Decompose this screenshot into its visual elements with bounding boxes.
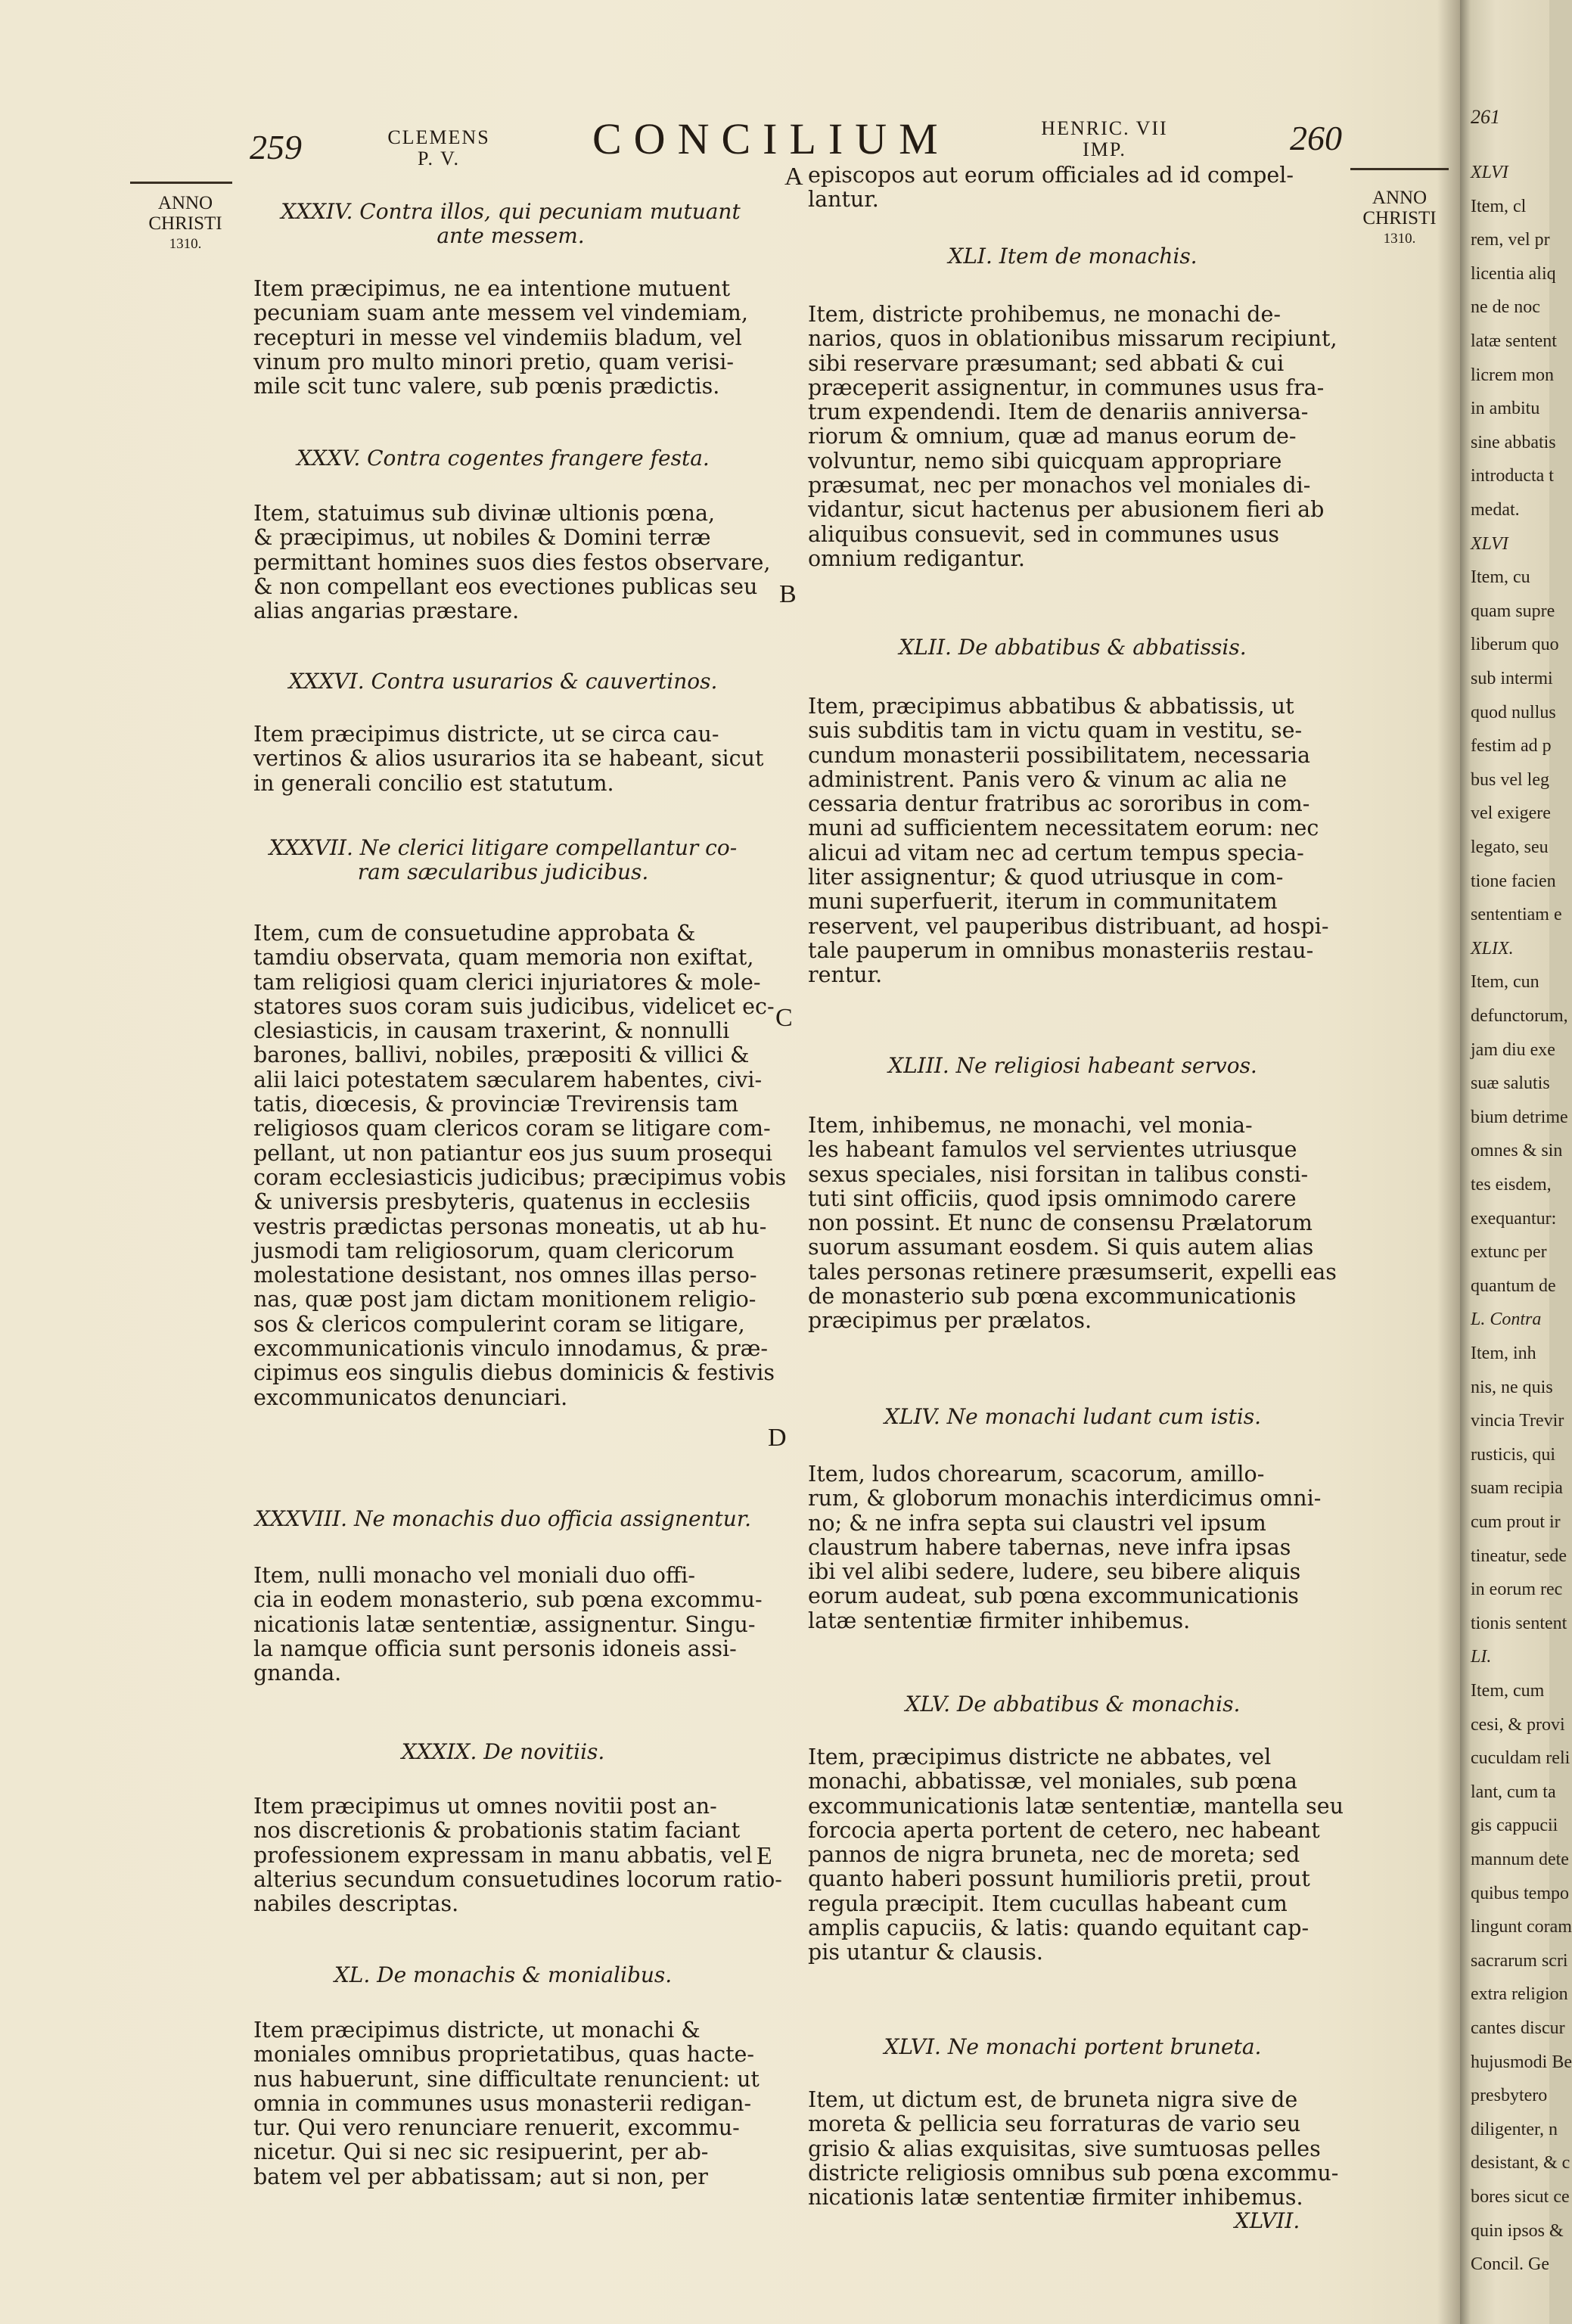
page-title: CONCILIUM bbox=[592, 114, 950, 163]
heading-line: XL. De monachis & monialibus. bbox=[334, 1962, 673, 1987]
paragraph bbox=[808, 303, 1337, 571]
text-line: præcipimus per prælatos. bbox=[808, 1308, 1092, 1334]
text-line: excommunicatos denunciari. bbox=[253, 1384, 568, 1410]
text-line: nicetur. Qui si nec sic resipuerint, per ab- bbox=[253, 2139, 709, 2165]
heading-line: ante messem. bbox=[436, 223, 585, 248]
text-line: excommunicationis vinculo innodamus, & præ- bbox=[253, 1336, 769, 1362]
section-heading bbox=[253, 446, 753, 471]
text-line: molestatione desistant, nos omnes illas perso- bbox=[253, 1263, 757, 1288]
text-line: tamdiu observata, quam memoria non exiftat, bbox=[253, 945, 754, 971]
section-heading bbox=[253, 670, 753, 694]
text-line: alicui ad vitam nec ad certum tempus specia- bbox=[808, 840, 1304, 865]
catchword-text: XLVII. bbox=[1234, 2208, 1300, 2233]
text-line: moreta & pellicia seu forraturas de vario seu bbox=[808, 2111, 1301, 2137]
next-page-line: licrem mon bbox=[1471, 365, 1554, 385]
section-heading bbox=[253, 836, 753, 884]
running-head-line: HENRIC. VII bbox=[1041, 117, 1168, 139]
text-line: sibi reservare præsumant; sed abbati & cui bbox=[808, 350, 1285, 376]
text-line: omnia in communes usus monasterii redigan- bbox=[253, 2090, 752, 2116]
section-heading bbox=[808, 244, 1337, 269]
margin-letter: A bbox=[784, 163, 803, 191]
next-page-line: omnes & sin bbox=[1471, 1141, 1563, 1161]
text-line: Item, præcipimus abbatibus & abbatissis, ut bbox=[808, 694, 1294, 719]
text-line: forcocia aperta portent de cetero, nec habeant bbox=[808, 1817, 1320, 1843]
next-page-line: cuculdam reli bbox=[1471, 1748, 1570, 1769]
next-page-line: L. Contra bbox=[1471, 1310, 1542, 1330]
next-page-line: sine abbatis bbox=[1471, 432, 1556, 452]
text-line: in generali concilio est statutum. bbox=[253, 770, 614, 796]
text-line: Item, statuimus sub divinæ ultionis pœna, bbox=[253, 501, 716, 526]
text-line: Item præcipimus ut omnes novitii post an- bbox=[253, 1794, 717, 1819]
text-line: barones, ballivi, nobiles, præpositi & villici & bbox=[253, 1042, 750, 1068]
next-page-line: cesi, & provi bbox=[1471, 1714, 1565, 1735]
text-line: alias angarias præstare. bbox=[253, 598, 520, 624]
margin-letter: B bbox=[779, 580, 797, 608]
next-page-line: lant, cum ta bbox=[1471, 1782, 1556, 1802]
text-line: tur. Qui vero renunciare renuerit, excommu- bbox=[253, 2115, 740, 2141]
next-page-line: quod nullus bbox=[1471, 702, 1556, 722]
text-line: aliquibus consuevit, sed in communes usus bbox=[808, 521, 1280, 547]
text-line: episcopos aut eorum officiales ad id compel- bbox=[808, 163, 1294, 188]
header-rule-left bbox=[130, 182, 232, 184]
next-page-line: sub intermi bbox=[1471, 669, 1553, 688]
anno-year: 1310. bbox=[1383, 231, 1416, 247]
next-page-line: medat. bbox=[1471, 500, 1520, 520]
heading-line: XLII. De abbatibus & abbatissis. bbox=[899, 635, 1247, 660]
right-page-number: 260 bbox=[1290, 119, 1342, 157]
next-page-line: nis, ne quis bbox=[1471, 1377, 1553, 1397]
margin-letter: E bbox=[756, 1842, 772, 1870]
text-line: excommunicationis latæ sententiæ, mantella seu bbox=[808, 1793, 1344, 1819]
next-page-line: latæ sentent bbox=[1471, 331, 1557, 351]
text-line: coram ecclesiasticis judicibus; præcipimus vobis bbox=[253, 1164, 787, 1190]
section-heading bbox=[808, 1692, 1337, 1717]
left-running-head bbox=[371, 127, 507, 169]
running-head-line: CLEMENS bbox=[387, 126, 490, 148]
next-page-line: vel exigere bbox=[1471, 803, 1551, 824]
next-page-line: introducta t bbox=[1471, 466, 1554, 486]
paragraph bbox=[253, 722, 763, 796]
section-heading bbox=[808, 2035, 1337, 2059]
text-line: suis subditis tam in victu quam in vestitu, se- bbox=[808, 718, 1303, 744]
text-line: amplis capuciis, & latis: quando equitant cap- bbox=[808, 1915, 1309, 1941]
section-heading bbox=[253, 1507, 753, 1531]
text-line: latæ sententiæ firmiter inhibemus. bbox=[808, 1608, 1191, 1633]
text-line: sos & clericos compulerint coram se litigare, bbox=[253, 1311, 745, 1337]
next-page-line: festim ad p bbox=[1471, 736, 1552, 757]
text-line: tam religiosi quam clerici injuriatores & mole- bbox=[253, 969, 761, 995]
text-line: claustrum habere tabernas, neve infra ipsas bbox=[808, 1534, 1291, 1560]
text-line: & præcipimus, ut nobiles & Domini terræ bbox=[253, 525, 711, 551]
paragraph bbox=[253, 277, 748, 399]
text-line: pis utantur & clausis. bbox=[808, 1940, 1043, 1965]
next-page-fragment bbox=[1460, 0, 1572, 2324]
text-line: cia in eodem monasterio, sub pœna excommu- bbox=[253, 1587, 763, 1613]
section-heading bbox=[808, 635, 1337, 660]
text-line: riorum & omnium, quæ ad manus eorum de- bbox=[808, 424, 1297, 449]
next-page-line: gis cappucii bbox=[1471, 1816, 1558, 1836]
paragraph bbox=[808, 1462, 1321, 1633]
text-line: tuti sint officiis, quod ipsis omnimodo carere bbox=[808, 1185, 1297, 1211]
next-page-line: liberum quo bbox=[1471, 635, 1559, 655]
text-line: nos discretionis & probationis statim faciant bbox=[253, 1818, 741, 1844]
text-line: Item, nulli monacho vel moniali duo offi- bbox=[253, 1563, 695, 1588]
text-line: tatis, diœcesis, & provinciæ Trevirensis tam bbox=[253, 1092, 739, 1117]
heading-line: XXXVI. Contra usurarios & cauvertinos. bbox=[288, 669, 718, 694]
paragraph bbox=[253, 1794, 782, 1916]
text-line: pellant, ut non patiantur eos jus suum prosequi bbox=[253, 1140, 772, 1166]
text-line: rentur. bbox=[808, 962, 883, 988]
text-line: Item, districte prohibemus, ne monachi de- bbox=[808, 302, 1282, 327]
left-page-number: 259 bbox=[250, 128, 302, 166]
anno-christi-left bbox=[140, 193, 231, 254]
text-line: grisio & alias exquisitas, sive sumtuosas pelles bbox=[808, 2136, 1321, 2161]
heading-line: XLV. De abbatibus & monachis. bbox=[905, 1692, 1241, 1717]
next-page-line: sacrarum scri bbox=[1471, 1950, 1568, 1971]
heading-line: XLVI. Ne monachi portent bruneta. bbox=[884, 2034, 1262, 2059]
text-line: rum, & globorum monachis interdicimus omni- bbox=[808, 1486, 1322, 1512]
anno-year: 1310. bbox=[169, 236, 202, 252]
text-line: mile scit tunc valere, sub pœnis prædictis. bbox=[253, 374, 720, 399]
text-line: volvuntur, nemo sibi quicquam appropriare bbox=[808, 448, 1282, 474]
paragraph bbox=[253, 1564, 763, 1686]
text-line: vinum pro multo minori pretio, quam verisi- bbox=[253, 349, 735, 374]
next-page-line: diligenter, n bbox=[1471, 2119, 1558, 2139]
section-heading bbox=[808, 1405, 1337, 1429]
section-heading bbox=[808, 1054, 1337, 1078]
text-line: Item, præcipimus districte ne abbates, vel bbox=[808, 1745, 1272, 1769]
text-line: batem vel per abbatissam; aut si non, per bbox=[253, 2164, 708, 2189]
next-page-line: quin ipsos & bbox=[1471, 2220, 1564, 2241]
next-page-line: extunc per bbox=[1471, 1242, 1547, 1263]
text-line: alterius secundum consuetudines locorum ratio- bbox=[253, 1866, 782, 1892]
text-line: præceperit assignentur, in communes usus fra- bbox=[808, 374, 1325, 400]
text-line: nicationis latæ sententiæ firmiter inhibemus. bbox=[808, 2185, 1303, 2211]
text-line: nas, quæ post jam dictam monitionem religio- bbox=[253, 1287, 756, 1313]
next-page-line: bium detrime bbox=[1471, 1107, 1568, 1127]
anno-line: ANNO bbox=[1372, 188, 1428, 208]
next-page-line: cum prout ir bbox=[1471, 1512, 1561, 1532]
running-head-line: P. V. bbox=[417, 148, 461, 169]
next-page-line: Item, cum bbox=[1471, 1681, 1545, 1701]
text-line: & universis presbyteris, quatenus in ecclesiis bbox=[253, 1189, 750, 1215]
text-line: Item præcipimus, ne ea intentione mutuent bbox=[253, 276, 731, 301]
heading-line: XLIV. Ne monachi ludant cum istis. bbox=[884, 1404, 1262, 1429]
anno-christi-right bbox=[1354, 188, 1445, 249]
next-page-line: defunctorum, bbox=[1471, 1006, 1568, 1026]
next-page-line: quibus tempo bbox=[1471, 1883, 1569, 1903]
text-line: les habeant famulos vel servientes utriusque bbox=[808, 1137, 1297, 1163]
text-line: de monasterio sub pœna excommunicationis bbox=[808, 1284, 1297, 1310]
text-line: permittant homines suos dies festos observare, bbox=[253, 549, 771, 575]
next-page-line: vincia Trevir bbox=[1471, 1411, 1564, 1431]
text-line: no; & ne infra septa sui claustri vel ipsum bbox=[808, 1510, 1266, 1536]
section-heading bbox=[253, 1740, 753, 1764]
heading-line: XXXVII. Ne clerici litigare compellantur co- bbox=[269, 835, 738, 860]
anno-line: CHRISTI bbox=[148, 213, 222, 234]
text-line: tale pauperum in omnibus monasteriis restau- bbox=[808, 937, 1314, 963]
heading-line: ram sæcularibus judicibus. bbox=[357, 859, 649, 884]
text-line: reservent, vel pauperibus distribuant, ad hospi- bbox=[808, 913, 1329, 939]
next-page-line: Concil. Ge bbox=[1471, 2254, 1549, 2275]
text-line: cundum monasterii possibilitatem, necessaria bbox=[808, 742, 1311, 768]
heading-line: XXXIV. Contra illos, qui pecuniam mutuant bbox=[281, 199, 741, 224]
text-line: vestris prædictas personas moneatis, ut ab hu- bbox=[253, 1213, 767, 1239]
heading-line: XXXVIII. Ne monachis duo officia assignentur. bbox=[254, 1506, 752, 1531]
text-line: districte religiosis omnibus sub pœna excommu- bbox=[808, 2160, 1339, 2186]
next-page-line: sententiam e bbox=[1471, 905, 1562, 925]
text-line: narios, quos in oblationibus missarum recipiunt, bbox=[808, 326, 1337, 352]
next-page-line: bores sicut ce bbox=[1471, 2187, 1570, 2207]
right-running-head bbox=[1029, 118, 1180, 160]
heading-line: XLIII. Ne religiosi habeant servos. bbox=[888, 1053, 1257, 1078]
text-line: Item præcipimus districte, ut monachi & bbox=[253, 2018, 701, 2043]
paragraph bbox=[253, 921, 786, 1410]
text-line: lantur. bbox=[808, 187, 879, 213]
next-page-line: presbytero bbox=[1471, 2086, 1548, 2106]
paragraph bbox=[808, 2088, 1338, 2210]
text-line: quanto haberi possunt humilioris pretii, prout bbox=[808, 1866, 1310, 1892]
text-line: muni superfuerit, iterum in communitatem bbox=[808, 889, 1278, 915]
text-line: Item, inhibemus, ne monachi, vel monia- bbox=[808, 1113, 1253, 1138]
next-page-line: in ambitu bbox=[1471, 399, 1540, 419]
next-page-line: tionis sentent bbox=[1471, 1613, 1567, 1633]
text-line: pannos de nigra bruneta, nec de moreta; sed bbox=[808, 1842, 1300, 1868]
paragraph bbox=[808, 1114, 1337, 1334]
paragraph bbox=[808, 163, 1294, 213]
text-line: trum expendendi. Item de denariis anniversa- bbox=[808, 399, 1309, 425]
next-page-line: LI. bbox=[1471, 1647, 1492, 1667]
text-line: pecuniam suam ante messem vel vindemiam, bbox=[253, 300, 748, 326]
next-page-line: tineatur, sede bbox=[1471, 1546, 1567, 1566]
text-line: nabiles descriptas. bbox=[253, 1891, 459, 1917]
heading-line: XXXV. Contra cogentes frangere festa. bbox=[297, 446, 710, 471]
text-line: cipimus eos singulis diebus dominicis & festivis bbox=[253, 1360, 775, 1386]
heading-line: XLI. Item de monachis. bbox=[948, 244, 1198, 269]
text-line: vertinos & alios usurarios ita se habeant, sicut bbox=[253, 746, 764, 772]
text-line: non possint. Et nunc de consensu Prælatorum bbox=[808, 1210, 1313, 1236]
text-line: vidantur, sicut hactenus per abusionem fieri ab bbox=[808, 497, 1325, 523]
next-page-line: suam recipia bbox=[1471, 1478, 1563, 1499]
text-line: suorum assumant eosdem. Si quis autem alias bbox=[808, 1235, 1314, 1260]
next-page-line: mannum dete bbox=[1471, 1850, 1569, 1869]
next-page-line: desistant, & c bbox=[1471, 2153, 1570, 2173]
next-page-number: 261 bbox=[1471, 106, 1500, 128]
paragraph bbox=[808, 694, 1328, 988]
text-line: religiosos quam clericos coram se litigare com- bbox=[253, 1116, 771, 1142]
text-line: administrent. Panis vero & vinum ac alia ne bbox=[808, 766, 1288, 792]
next-page-line: Item, cu bbox=[1471, 567, 1530, 588]
next-page-line: extra religion bbox=[1471, 1984, 1568, 2005]
next-page-line: cantes discur bbox=[1471, 2018, 1565, 2038]
text-line: Item, ludos chorearum, scacorum, amillo- bbox=[808, 1462, 1265, 1487]
paragraph bbox=[253, 2018, 760, 2189]
text-line: omnium redigantur. bbox=[808, 545, 1025, 571]
margin-letter: D bbox=[768, 1424, 787, 1452]
heading-line: XXXIX. De novitiis. bbox=[401, 1739, 605, 1764]
next-page-line: quam supre bbox=[1471, 601, 1555, 621]
next-page-line: rem, vel pr bbox=[1471, 230, 1550, 250]
next-page-line: Item, cl bbox=[1471, 196, 1527, 216]
text-line: nicationis latæ sententiæ, assignentur. Singu- bbox=[253, 1611, 756, 1637]
paragraph bbox=[808, 1745, 1344, 1965]
text-line: tales personas retinere præsumserit, expelli eas bbox=[808, 1259, 1337, 1285]
next-page-line: XLVI bbox=[1471, 163, 1508, 182]
text-line: alii laici potestatem sæcularem habentes, civi- bbox=[253, 1067, 763, 1092]
next-page-line: suæ salutis bbox=[1471, 1073, 1550, 1094]
next-page-line: ne de noc bbox=[1471, 297, 1540, 318]
text-line: moniales omnibus proprietatibus, quas hacte- bbox=[253, 2042, 755, 2068]
text-line: muni ad sufficientem necessitatem eorum: nec bbox=[808, 816, 1319, 841]
next-page-line: Item, inh bbox=[1471, 1344, 1536, 1363]
next-page-line: XLIX. bbox=[1471, 938, 1514, 958]
text-line: jusmodi tam religiosorum, quam clericorum bbox=[253, 1238, 735, 1263]
text-line: Item, cum de consuetudine approbata & bbox=[253, 921, 696, 946]
text-line: statores suos coram suis judicibus, videlicet ec- bbox=[253, 993, 775, 1019]
section-heading bbox=[253, 1963, 753, 1987]
next-page-line: hujusmodi Be bbox=[1471, 2052, 1572, 2072]
next-page-line: XLVI bbox=[1471, 533, 1508, 554]
next-page-line: tione facien bbox=[1471, 871, 1556, 891]
text-line: ibi vel alibi sedere, ludere, seu bibere aliquis bbox=[808, 1559, 1301, 1585]
margin-letter: C bbox=[775, 1004, 793, 1032]
text-line: Item præcipimus districte, ut se circa cau- bbox=[253, 722, 719, 747]
text-line: recepturi in messe vel vindemiis bladum, vel bbox=[253, 325, 742, 350]
text-line: monachi, abbatissæ, vel moniales, sub pœna bbox=[808, 1769, 1297, 1794]
text-line: cessaria dentur fratribus ac sororibus in com- bbox=[808, 791, 1310, 817]
text-line: regula præcipit. Item cucullas habeant cum bbox=[808, 1891, 1288, 1916]
next-page-line: in eorum rec bbox=[1471, 1580, 1563, 1600]
header-rule-right bbox=[1350, 168, 1449, 170]
paragraph bbox=[253, 502, 770, 623]
next-page-line: legato, seu bbox=[1471, 837, 1549, 857]
text-line: gnanda. bbox=[253, 1661, 342, 1686]
section-heading bbox=[269, 200, 753, 248]
next-page-line: exequantur: bbox=[1471, 1208, 1557, 1229]
text-line: professionem expressam in manu abbatis, vel bbox=[253, 1842, 753, 1868]
next-page-line: licentia aliq bbox=[1471, 263, 1556, 284]
next-page-line: quantum de bbox=[1471, 1275, 1556, 1296]
text-line: liter assignentur; & quod utriusque in com- bbox=[808, 865, 1284, 890]
next-page-line: bus vel leg bbox=[1471, 769, 1549, 790]
next-page-line: Item, cun bbox=[1471, 972, 1539, 993]
text-line: eorum audeat, sub pœna excommunicationis bbox=[808, 1583, 1299, 1609]
running-head-line: IMP. bbox=[1083, 138, 1126, 160]
next-page-line: rusticis, qui bbox=[1471, 1444, 1555, 1465]
text-line: la namque officia sunt personis idoneis assi- bbox=[253, 1636, 737, 1661]
catchword bbox=[1226, 2209, 1309, 2233]
text-line: Item, ut dictum est, de bruneta nigra sive de bbox=[808, 2087, 1298, 2112]
text-line: clesiasticis, in causam traxerint, & nonnulli bbox=[253, 1018, 730, 1044]
text-line: præsumat, nec per monachos vel moniales di- bbox=[808, 473, 1311, 499]
text-line: & non compellant eos evectiones publicas seu bbox=[253, 573, 758, 599]
text-line: sexus speciales, nisi forsitan in talibus consti- bbox=[808, 1161, 1309, 1187]
next-page-line: tes eisdem, bbox=[1471, 1175, 1552, 1195]
anno-line: ANNO bbox=[157, 193, 213, 213]
next-page-line: lingunt coram bbox=[1471, 1917, 1572, 1937]
anno-line: CHRISTI bbox=[1362, 208, 1437, 228]
text-line: nus habuerunt, sine difficultate renuncient: ut bbox=[253, 2066, 760, 2092]
next-page-line: jam diu exe bbox=[1471, 1039, 1555, 1060]
